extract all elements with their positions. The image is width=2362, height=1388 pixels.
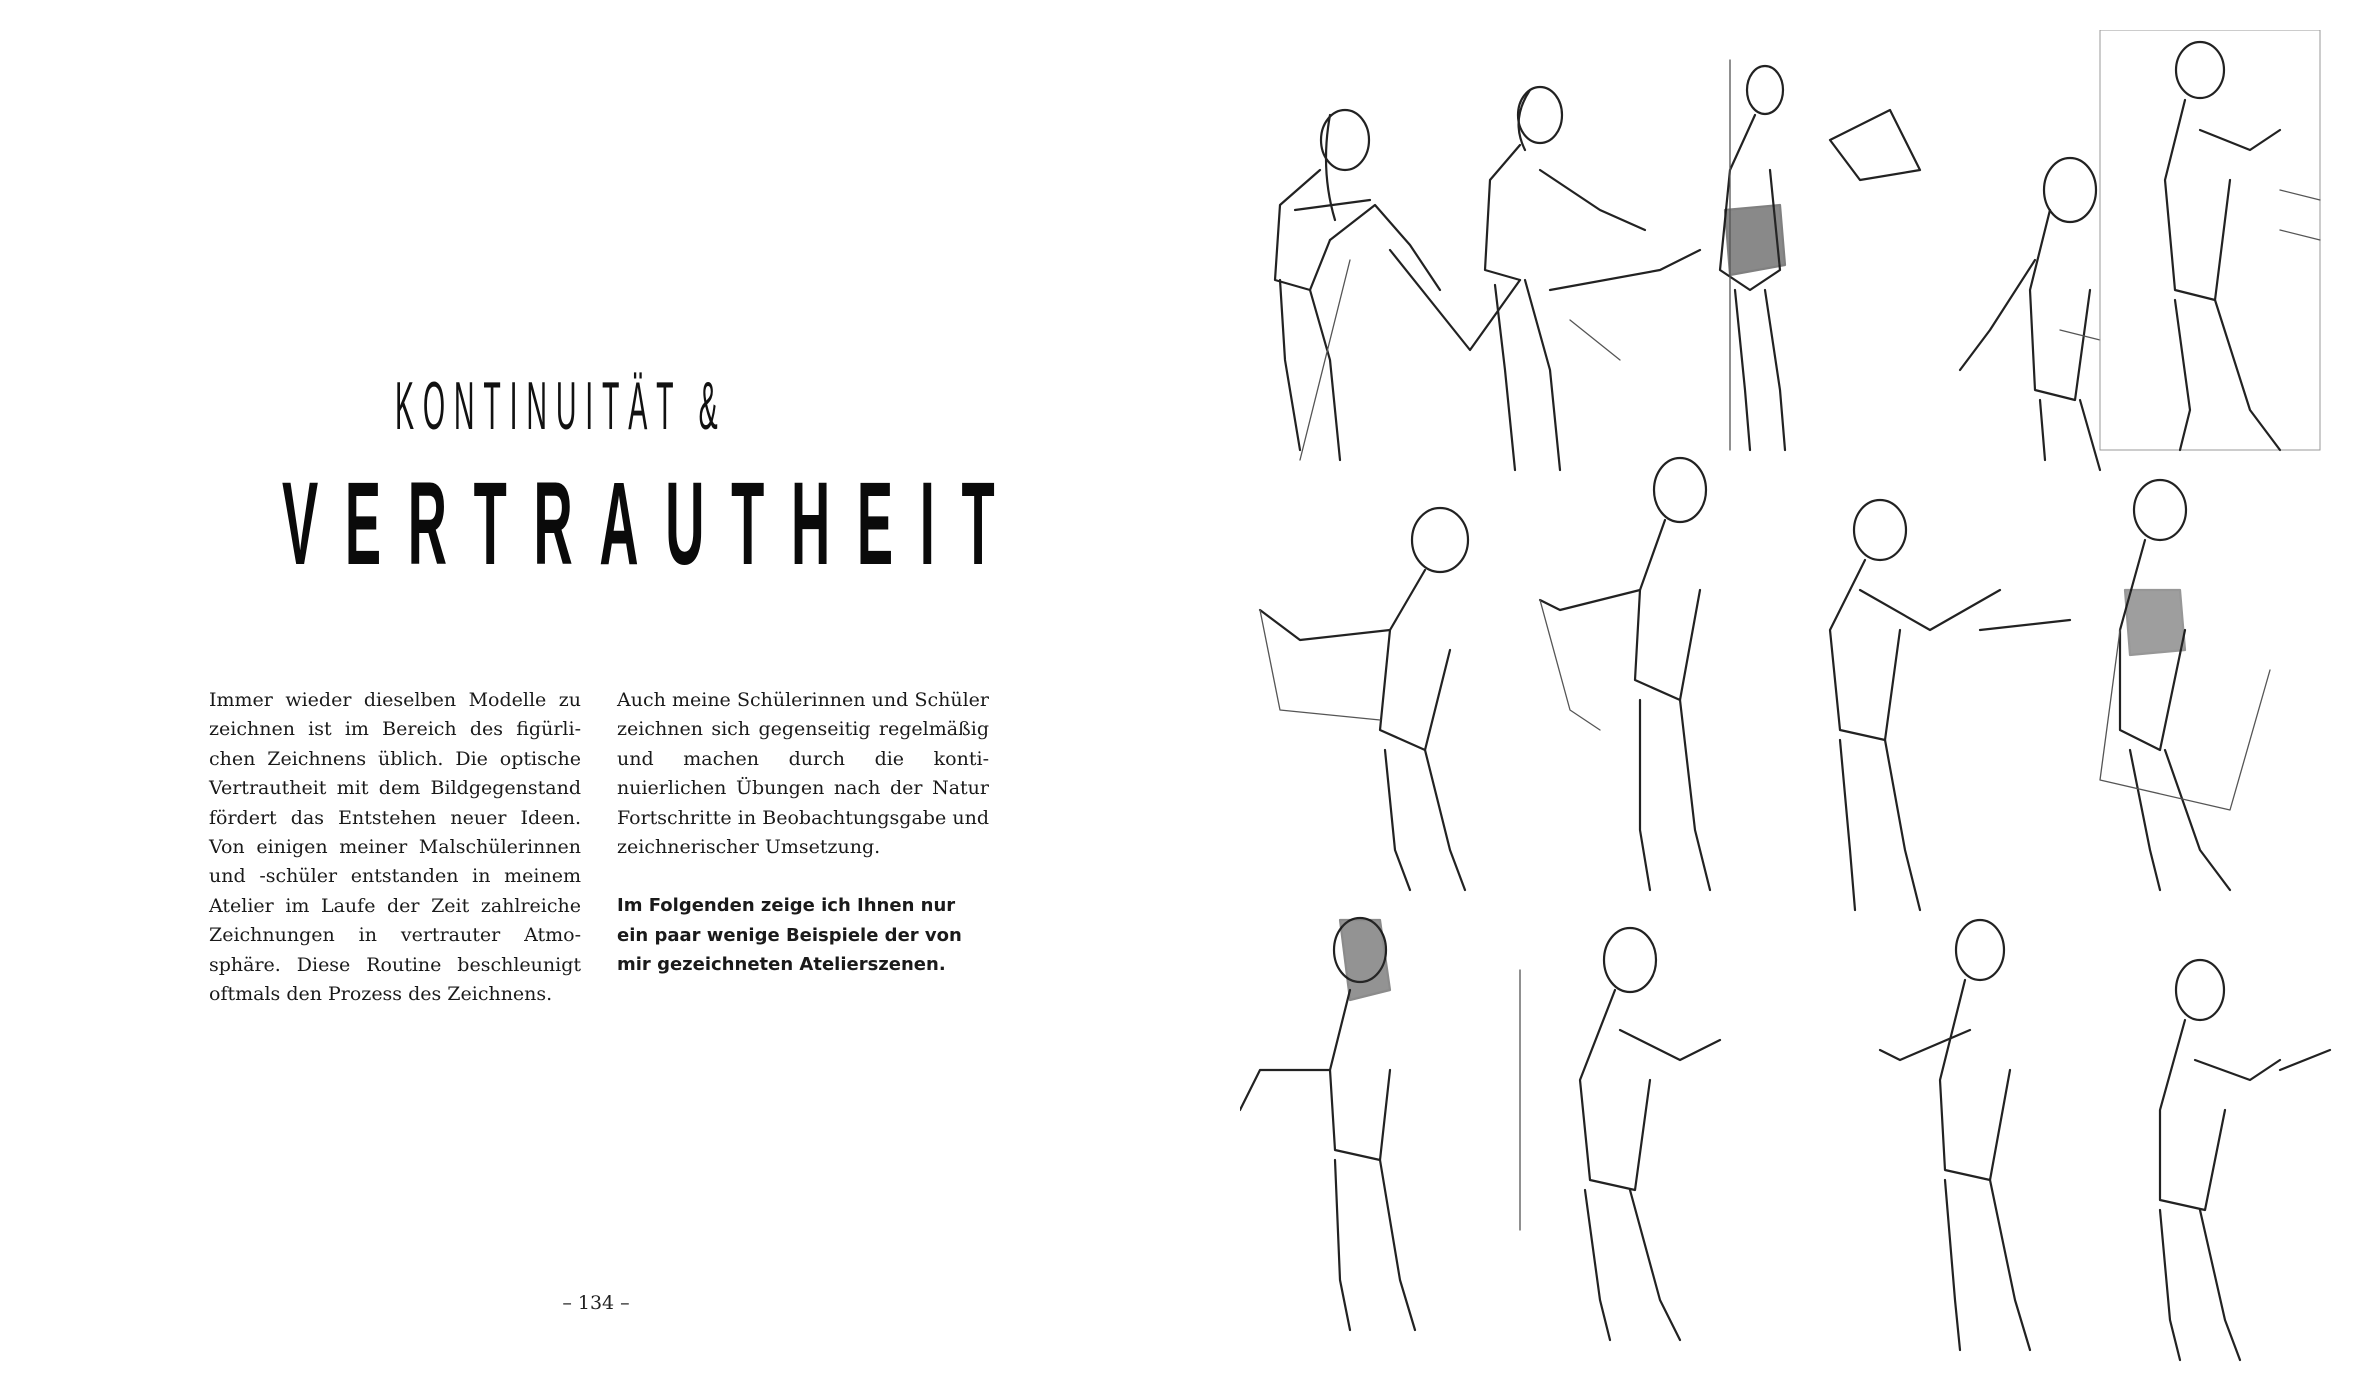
heading-line-2: VERTRAUTHEIT <box>282 458 1022 590</box>
sketches-svg <box>1240 30 2350 1380</box>
figure-sketches-illustration <box>1240 30 2350 1380</box>
sketch-figure-9 <box>2100 480 2270 890</box>
sketch-figure-12 <box>1880 920 2030 1350</box>
body-paragraph-1: Immer wieder dieselben Modelle zu zeichnen ist im Bereich des figürlichen Zeichnens üblich. Die optische Vertrautheit mit dem Bildgegenstand fördert das Entstehen neuer Ideen. Von einigen meiner Malschülerinnen und -schüler entstanden in meinem Atelier im Laufe der Zeit zahlreiche Zeichnungen in vertrauter Atmosphäre. Diese Routine beschleunigt oftmals den Prozess des Zeichnens. <box>209 689 581 1006</box>
page-number: – 134 – <box>562 1292 630 1314</box>
sketch-figure-4 <box>1960 158 2100 470</box>
heading-line-1: KONTINUITÄT & <box>395 368 727 444</box>
sketch-figure-13 <box>2160 960 2330 1360</box>
sketch-figure-7 <box>1540 458 1710 890</box>
sketch-figure-10 <box>1240 918 1415 1330</box>
sketch-figure-2 <box>1485 87 1700 470</box>
body-paragraph-emphasis: Im Folgenden zeige ich Ihnen nur ein paar wenige Beispiele der von mir gezeichneten Atelierszenen. <box>617 895 962 976</box>
sketch-figure-1 <box>1275 110 1520 460</box>
sketch-figure-5 <box>2100 30 2320 450</box>
sketch-figure-8 <box>1830 500 2070 910</box>
body-column-left <box>209 686 581 1009</box>
body-column-right <box>617 686 989 980</box>
body-paragraph-2: Auch meine Schülerinnen und Schüler zeichnen sich gegenseitig regelmäßig und machen durch die kontinuierlichen Übungen nach der Natur Fortschritte in Beobachtungsgabe und zeichnerischer Umsetzung. <box>617 689 989 859</box>
sketch-figure-11 <box>1520 928 1720 1340</box>
sketch-figure-3 <box>1720 60 1920 450</box>
sketch-figure-6 <box>1260 508 1468 890</box>
